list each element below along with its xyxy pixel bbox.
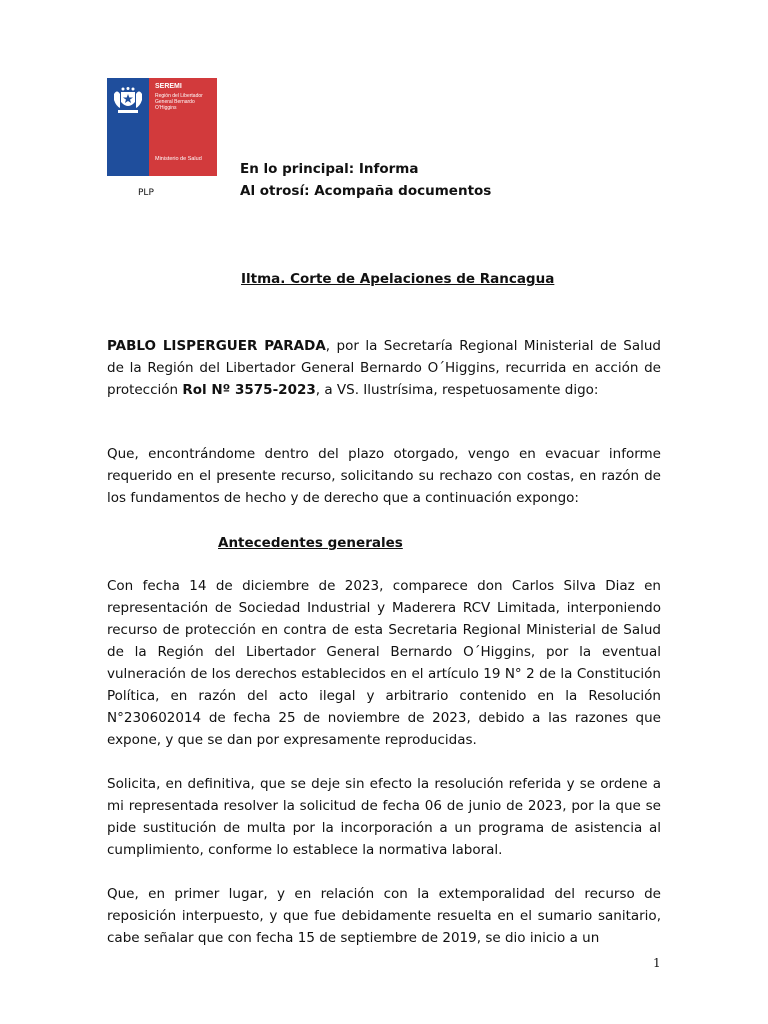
coat-of-arms-icon: [111, 86, 145, 116]
page-number: 1: [653, 956, 661, 970]
seremi-logo: [107, 78, 217, 176]
intro-text-b: , a VS. Ilustrísima, respetuosamente digo:: [315, 382, 599, 398]
background-paragraph-3: Que, en primer lugar, y en relación con la extemporalidad del recurso de reposición interpuesto, y que fue debidamente resuelta en el sumario sanitario, cabe señalar que con fecha 15 de septiembre de 2019, se dio inicio a un: [107, 886, 661, 946]
heading-otrosi: Al otrosí: Acompaña documentos: [240, 183, 492, 199]
logo-title: SEREMI: [155, 83, 182, 90]
heading-principal: En lo principal: Informa: [240, 161, 419, 177]
section-title: Antecedentes generales: [218, 535, 403, 551]
court-title: Iltma. Corte de Apelaciones de Rancagua: [241, 271, 555, 287]
request-paragraph: Que, encontrándome dentro del plazo otorgado, vengo en evacuar informe requerido en el presente recurso, solicitando su rechazo con costas, en razón de los fundamentos de hecho y de derecho que a continuación expongo:: [107, 446, 661, 506]
logo-blue-panel: [107, 78, 149, 176]
case-number: Rol Nº 3575-2023: [182, 382, 316, 398]
appearer-name: PABLO LISPERGUER PARADA: [107, 338, 326, 354]
background-paragraph-1: Con fecha 14 de diciembre de 2023, comparece don Carlos Silva Diaz en representación de Sociedad Industrial y Maderera RCV Limitada, interponiendo recurso de protección en contra de esta Secretaria Regional Ministerial de Salud de la Región del Libertador General Bernardo O´Higgins, por la eventual vulneración de los derechos establecidos en el artículo 19 N° 2 de la Constitución Política, en razón del acto ilegal y arbitrario contenido en la Resolución N°230602014 de fecha 25 de noviembre de 2023, debido a las razones que expone, y que se dan por expresamente reproducidas.: [107, 578, 661, 748]
intro-text-a: , por la Secretaría Regional Ministerial de Salud de la Región del Libertador General Bernardo O´Higgins, recurrida en acción de protección: [107, 338, 661, 398]
logo-red-panel: [149, 78, 217, 176]
intro-paragraph: [107, 335, 661, 401]
logo-ministry: Ministerio de Salud: [155, 156, 202, 162]
logo-region: Región del Libertador General Bernardo O'Higgins: [155, 93, 203, 111]
background-paragraph-2: Solicita, en definitiva, que se deje sin efecto la resolución referida y se ordene a mi representada resolver la solicitud de fecha 06 de junio de 2023, por la que se pide sustitución de multa por la incorporación a un programa de asistencia al cumplimiento, conforme lo establece la normativa laboral.: [107, 776, 661, 858]
author-initials: PLP: [138, 188, 154, 198]
